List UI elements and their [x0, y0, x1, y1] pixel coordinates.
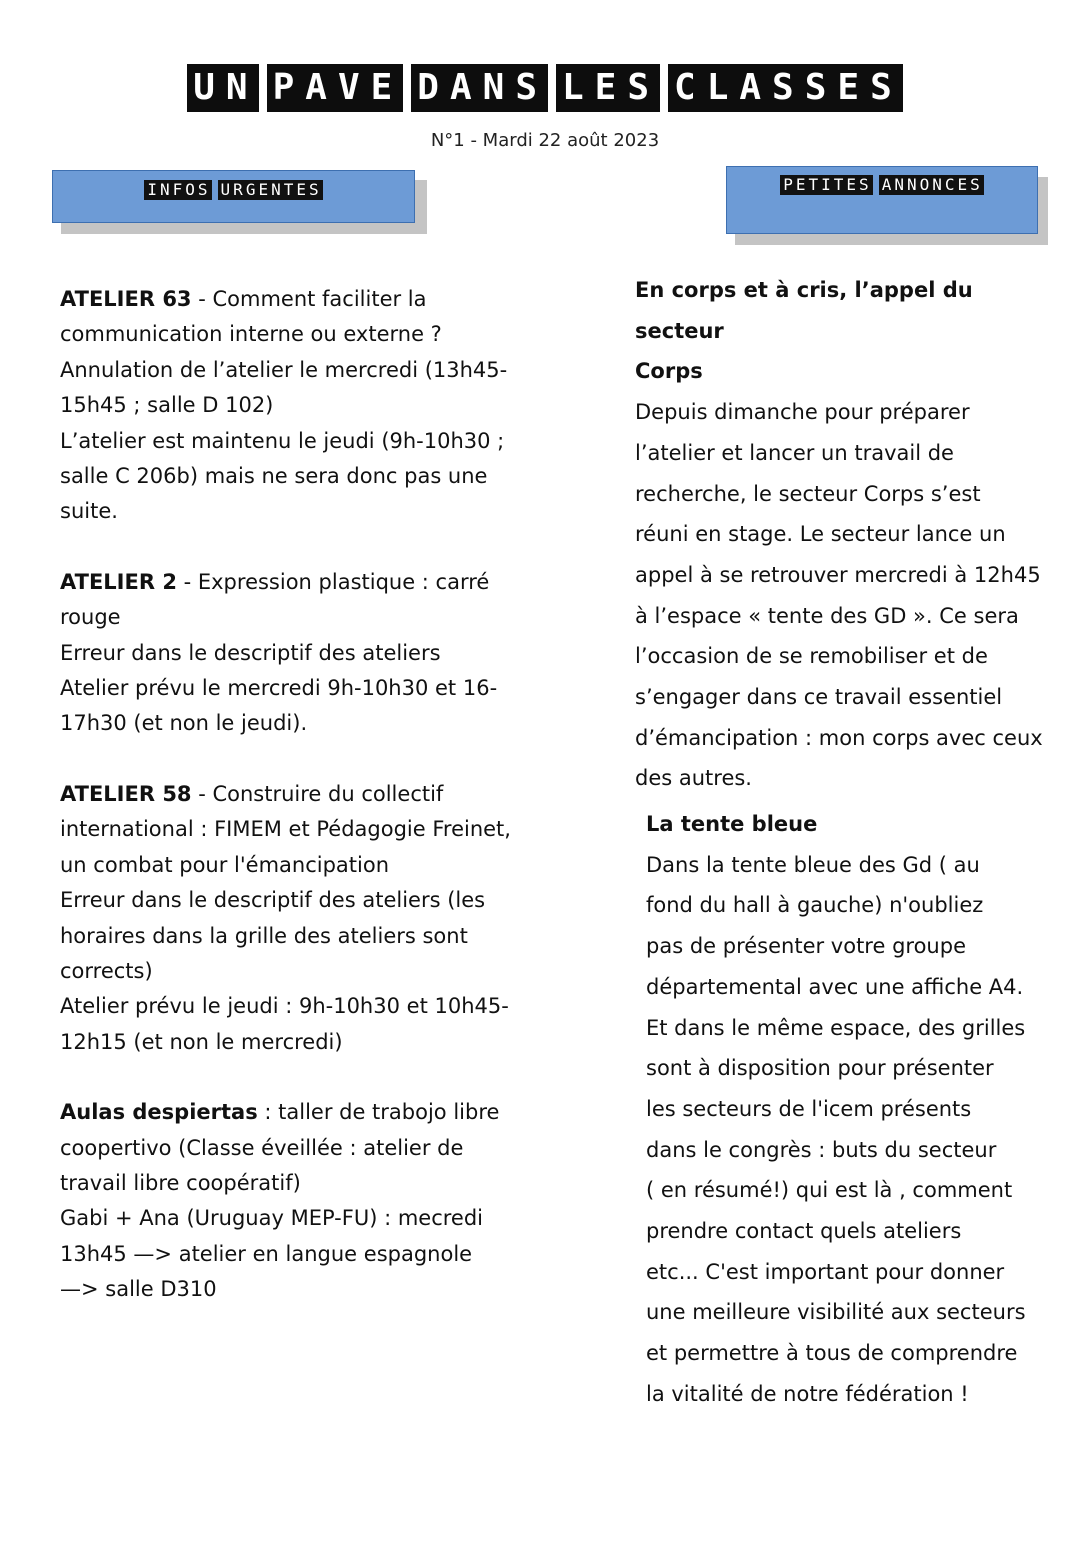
text-line: Atelier prévu le jeudi : 9h-10h30 et 10h45-	[60, 994, 509, 1019]
text-line: - Expression plastique : carré	[176, 569, 490, 594]
text-line: fond du hall à gauche) n'oubliez	[646, 893, 984, 918]
text-line: : taller de trabojo libre	[257, 1100, 500, 1125]
text-line: Depuis dimanche pour préparer	[635, 400, 970, 425]
heading-word: INFOS	[144, 180, 211, 200]
masthead-title	[0, 64, 1090, 112]
infos-urgentes-heading	[53, 180, 414, 200]
masthead-word: CLASSES	[668, 64, 903, 112]
heading-word: URGENTES	[218, 180, 323, 200]
text-line: un combat pour l'émancipation	[60, 852, 390, 877]
petites-annonces-heading	[727, 175, 1037, 195]
text-line: 12h15 (et non le mercredi)	[60, 1029, 343, 1054]
text-line: une meilleure visibilité aux secteurs	[646, 1300, 1026, 1325]
article-title: En corps et à cris, l’appel du secteur	[635, 278, 973, 343]
text-line: l’atelier et lancer un travail de	[635, 440, 954, 465]
text-line: rouge	[60, 605, 121, 630]
text-line: 17h30 (et non le jeudi).	[60, 711, 308, 736]
infos-urgentes-box	[52, 170, 415, 223]
text-line: à l’espace « tente des GD ». Ce sera	[635, 603, 1019, 628]
text-line: pas de présenter votre groupe	[646, 934, 966, 959]
text-line: Et dans le même espace, des grilles	[646, 1015, 1026, 1040]
masthead-word: UN	[187, 64, 258, 112]
text-line: et permettre à tous de comprendre	[646, 1341, 1018, 1366]
infos-urgentes-column	[60, 282, 530, 1343]
text-line: 15h45 ; salle D 102)	[60, 393, 274, 418]
text-line: s’engager dans ce travail essentiel	[635, 685, 1003, 710]
article-tente-bleue	[646, 804, 1046, 1415]
text-line: d’émancipation : mon corps avec ceux	[635, 725, 1043, 750]
text-line: L’atelier est maintenu le jeudi (9h-10h30 ;	[60, 428, 505, 453]
article-atelier-2	[60, 565, 530, 742]
text-line: Dans la tente bleue des Gd ( au	[646, 852, 980, 877]
text-line: Gabi + Ana (Uruguay MEP-FU) : mecredi	[60, 1206, 484, 1231]
text-line: corrects)	[60, 958, 153, 983]
text-line: international : FIMEM et Pédagogie Freinet,	[60, 817, 511, 842]
article-atelier-58	[60, 777, 530, 1060]
text-line: réuni en stage. Le secteur lance un	[635, 522, 1006, 547]
article-appel-secteur-corps	[635, 270, 1045, 799]
text-line: ( en résumé!) qui est là , comment	[646, 1178, 1013, 1203]
masthead-word: LES	[556, 64, 660, 112]
article-title: ATELIER 2	[60, 569, 177, 594]
text-line: Erreur dans le descriptif des ateliers (les	[60, 888, 486, 913]
article-title: Aulas despiertas	[60, 1100, 258, 1125]
text-line: l’occasion de se remobiliser et de	[635, 644, 988, 669]
heading-word: ANNONCES	[879, 175, 984, 195]
text-line: Erreur dans le descriptif des ateliers	[60, 640, 441, 665]
text-line: salle C 206b) mais ne sera donc pas une	[60, 464, 488, 489]
text-line: prendre contact quels ateliers	[646, 1219, 962, 1244]
text-line: des autres.	[635, 766, 752, 791]
text-line: etc... C'est important pour donner	[646, 1259, 1005, 1284]
article-aulas-despiertas	[60, 1095, 530, 1307]
masthead-word: DANS	[411, 64, 548, 112]
issue-line: N°1 - Mardi 22 août 2023	[430, 130, 660, 151]
text-line: communication interne ou externe ?	[60, 322, 442, 347]
text-line: Atelier prévu le mercredi 9h-10h30 et 16-	[60, 676, 498, 701]
article-title: Corps	[635, 359, 703, 384]
text-line: les secteurs de l'icem présents	[646, 1096, 972, 1121]
article-title: ATELIER 63	[60, 287, 192, 311]
text-line: suite.	[60, 499, 118, 524]
text-line: - Construire du collectif	[191, 781, 444, 806]
text-line: 13h45 —> atelier en langue espagnole	[60, 1241, 473, 1266]
heading-word: PETITES	[780, 175, 872, 195]
text-line: - Comment faciliter la	[191, 287, 427, 311]
text-line: Annulation de l’atelier le mercredi (13h45-	[60, 357, 508, 382]
article-atelier-63	[60, 282, 530, 530]
article-title: La tente bleue	[646, 812, 818, 836]
text-line: appel à se retrouver mercredi à 12h45	[635, 562, 1041, 587]
text-line: travail libre coopératif)	[60, 1170, 301, 1195]
text-line: dans le congrès : buts du secteur	[646, 1137, 997, 1162]
text-line: la vitalité de notre fédération !	[646, 1381, 969, 1406]
text-line: —> salle D310	[60, 1277, 217, 1302]
text-line: départemental avec une affiche A4.	[646, 974, 1024, 999]
masthead-word: PAVE	[267, 64, 404, 112]
text-line: sont à disposition pour présenter	[646, 1056, 994, 1081]
text-line: recherche, le secteur Corps s’est	[635, 481, 981, 506]
petites-annonces-box	[726, 166, 1038, 234]
article-title: ATELIER 58	[60, 781, 192, 806]
text-line: horaires dans la grille des ateliers sont	[60, 923, 468, 948]
text-line: coopertivo (Classe éveillée : atelier de	[60, 1135, 464, 1160]
